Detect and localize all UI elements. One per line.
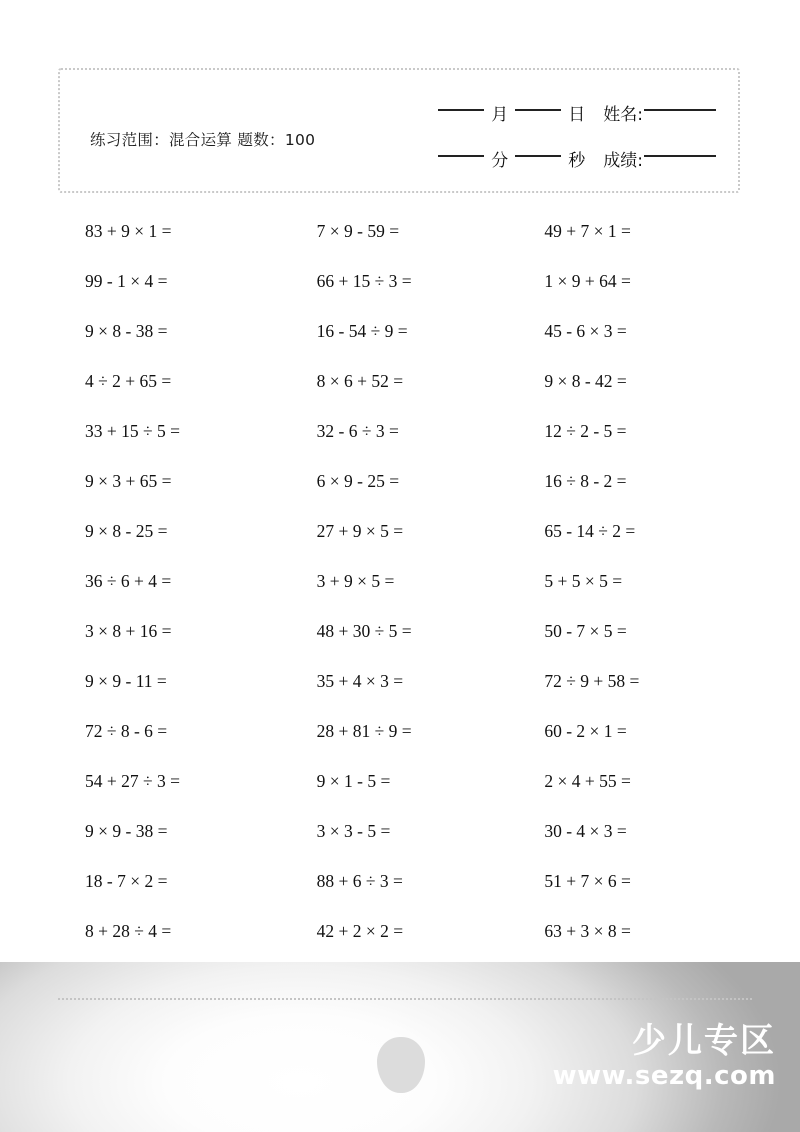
day-unit-label: 日	[568, 105, 586, 125]
problem-item: 3 × 8 + 16 =	[85, 620, 172, 641]
problem-item: 42 + 2 × 2 =	[316, 920, 404, 941]
time-score-row	[433, 146, 716, 171]
problem-item: 36 ÷ 6 + 4 =	[85, 570, 172, 591]
day-blank-line[interactable]	[515, 109, 561, 111]
problem-row	[58, 556, 748, 606]
minute-blank-line[interactable]	[438, 155, 484, 157]
problem-item: 50 - 7 × 5 =	[544, 620, 627, 641]
problem-item: 9 × 9 - 38 =	[85, 820, 168, 841]
problem-item: 49 + 7 × 1 =	[544, 220, 631, 241]
problem-row	[58, 656, 748, 706]
second-unit-label: 秒	[568, 151, 586, 171]
problem-item: 30 - 4 × 3 =	[544, 820, 627, 841]
problem-item: 65 - 14 ÷ 2 =	[544, 520, 636, 541]
problem-row	[58, 256, 748, 306]
problem-item: 9 × 9 - 11 =	[85, 670, 167, 691]
second-blank-line[interactable]	[515, 155, 561, 157]
problem-item: 45 - 6 × 3 =	[544, 320, 627, 341]
problem-item: 8 × 6 + 52 =	[316, 370, 404, 391]
problem-item: 18 - 7 × 2 =	[85, 870, 168, 891]
problem-item: 27 + 9 × 5 =	[316, 520, 404, 541]
problem-item: 16 - 54 ÷ 9 =	[316, 320, 408, 341]
problem-item: 72 ÷ 9 + 58 =	[544, 670, 640, 691]
watermark	[552, 1021, 776, 1092]
problem-item: 9 × 8 - 42 =	[544, 370, 627, 391]
problem-item: 4 ÷ 2 + 65 =	[85, 370, 172, 391]
problem-row	[58, 456, 748, 506]
problem-row	[58, 856, 748, 906]
problem-item: 60 - 2 × 1 =	[544, 720, 627, 741]
worksheet-header-box	[58, 68, 740, 193]
problem-item: 33 + 15 ÷ 5 =	[85, 420, 180, 441]
problem-row	[58, 906, 748, 956]
name-blank-line[interactable]	[644, 109, 716, 111]
problem-item: 48 + 30 ÷ 5 =	[316, 620, 412, 641]
problem-item: 16 ÷ 8 - 2 =	[544, 470, 627, 491]
problem-row	[58, 756, 748, 806]
problem-item: 9 × 3 + 65 =	[85, 470, 172, 491]
problem-row	[58, 806, 748, 856]
footer	[0, 962, 800, 1132]
problem-item: 88 + 6 ÷ 3 =	[316, 870, 403, 891]
watermark-brand-text: 少儿专区	[632, 1021, 776, 1061]
problem-row	[58, 606, 748, 656]
problem-item: 35 + 4 × 3 =	[316, 670, 404, 691]
problem-row	[58, 206, 748, 256]
problem-item: 54 + 27 ÷ 3 =	[85, 770, 180, 791]
problem-item: 1 × 9 + 64 =	[544, 270, 631, 291]
problem-item: 51 + 7 × 6 =	[544, 870, 631, 891]
footer-dotted-divider	[58, 998, 752, 1000]
date-name-row	[433, 100, 716, 125]
problem-item: 66 + 15 ÷ 3 =	[316, 270, 412, 291]
problem-row	[58, 356, 748, 406]
problem-item: 7 × 9 - 59 =	[316, 220, 400, 241]
minute-unit-label: 分	[491, 151, 509, 171]
problem-item: 83 + 9 × 1 =	[85, 220, 172, 241]
problem-item: 63 + 3 × 8 =	[544, 920, 631, 941]
watermark-url-text: www.sezq.com	[552, 1060, 776, 1091]
problem-item: 6 × 9 - 25 =	[316, 470, 400, 491]
problem-item: 8 + 28 ÷ 4 =	[85, 920, 172, 941]
problem-item: 3 × 3 - 5 =	[316, 820, 391, 841]
problem-item: 12 ÷ 2 - 5 =	[544, 420, 627, 441]
problem-row	[58, 406, 748, 456]
problem-row	[58, 306, 748, 356]
problem-item: 3 + 9 × 5 =	[316, 570, 395, 591]
score-blank-line[interactable]	[644, 155, 716, 157]
problem-grid	[58, 206, 748, 956]
problem-item: 2 × 4 + 55 =	[544, 770, 631, 791]
problem-row	[58, 706, 748, 756]
problem-item: 5 + 5 × 5 =	[544, 570, 623, 591]
practice-info-text: 练习范围：混合运算 题数：100	[90, 131, 316, 149]
problem-item: 9 × 8 - 25 =	[85, 520, 168, 541]
problem-item: 28 + 81 ÷ 9 =	[316, 720, 412, 741]
problem-item: 9 × 1 - 5 =	[316, 770, 391, 791]
score-field-label: 成绩:	[603, 151, 643, 171]
problem-item: 9 × 8 - 38 =	[85, 320, 168, 341]
month-unit-label: 月	[491, 105, 509, 125]
problem-item: 72 ÷ 8 - 6 =	[85, 720, 168, 741]
name-field-label: 姓名:	[603, 105, 643, 125]
problem-item: 99 - 1 × 4 =	[85, 270, 168, 291]
problem-item: 32 - 6 ÷ 3 =	[316, 420, 399, 441]
problem-row	[58, 506, 748, 556]
month-blank-line[interactable]	[438, 109, 484, 111]
